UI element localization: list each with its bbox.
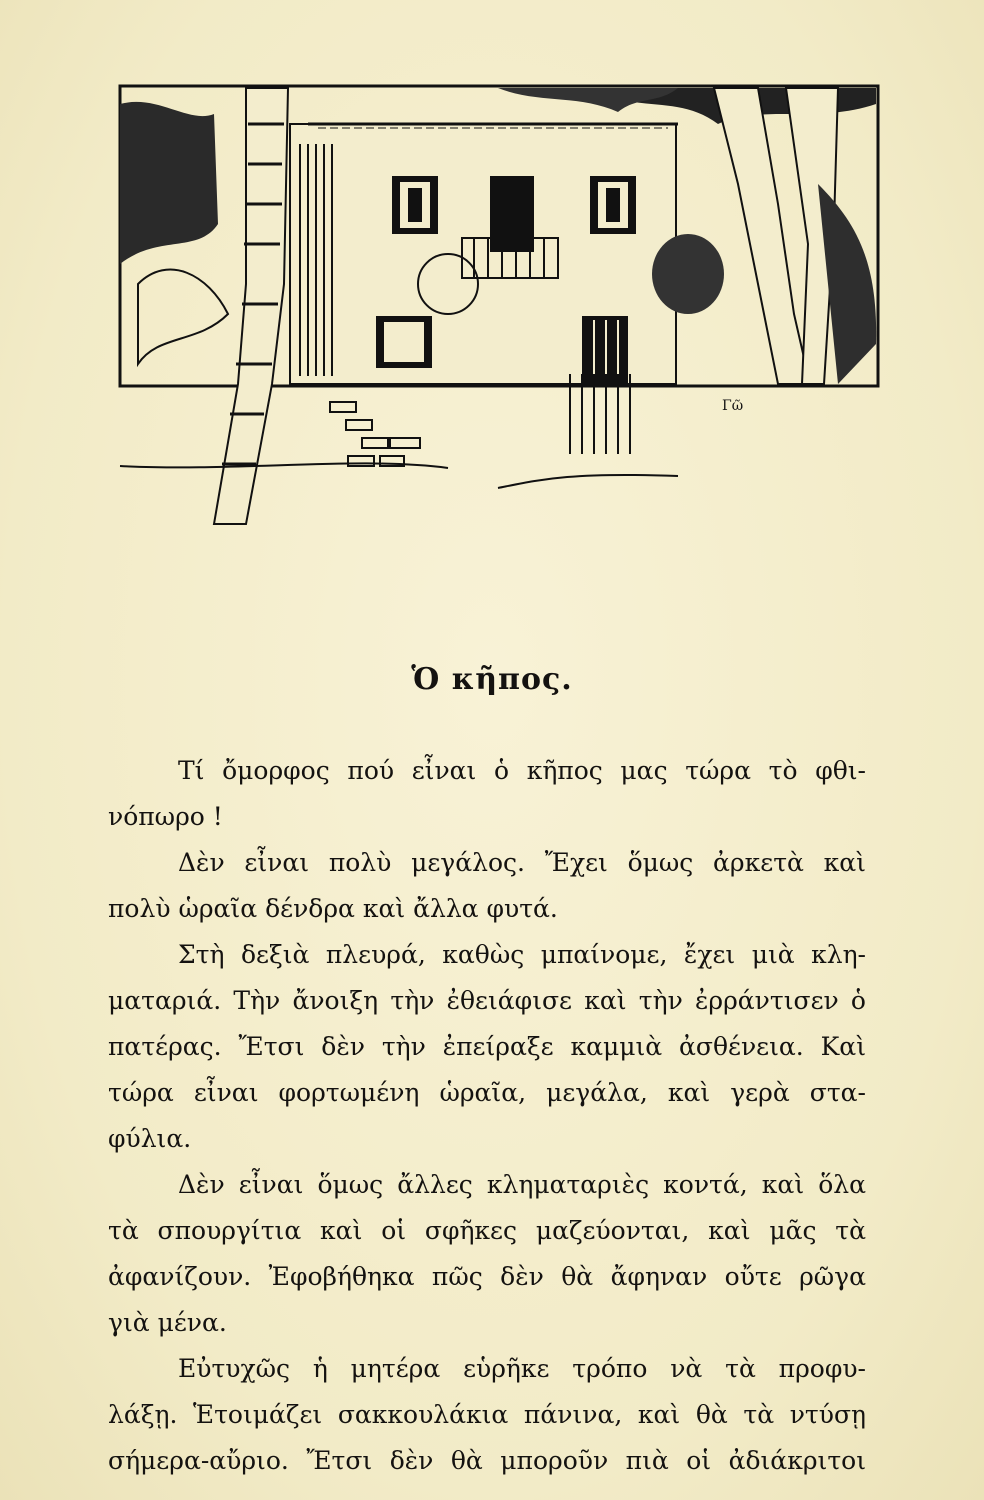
text-line: νόπωρο !: [108, 802, 223, 831]
garden-house-illustration: [118, 84, 880, 526]
text-line: σήμερα-αὔριο. Ἔτσι δὲν θὰ μποροῦν πιὰ οἱ ἀδιάκριτοι: [108, 1446, 866, 1475]
paragraph: [108, 840, 866, 932]
text-line: ἀφανίζουν. Ἐφοβήθηκα πῶς δὲν θὰ ἄφηναν οὔτε ρῶγα: [108, 1262, 866, 1291]
text-line: τώρα εἶναι φορτωμένη ὡραῖα, μεγάλα, καὶ γερὰ στα-: [108, 1078, 866, 1107]
text-line: Στὴ δεξιὰ πλευρά, καθὼς μπαίνομε, ἔχει μιὰ κλη-: [178, 940, 866, 969]
body-text: [108, 748, 866, 1484]
text-line: Δὲν εἶναι πολὺ μεγάλος. Ἔχει ὅμως ἀρκετὰ καὶ: [178, 848, 866, 877]
text-line: γιὰ μένα.: [108, 1308, 227, 1337]
text-line: πατέρας. Ἔτσι δὲν τὴν ἐπείραξε καμμιὰ ἀσθένεια. Καὶ: [108, 1032, 866, 1061]
text-line: Εὐτυχῶς ἡ μητέρα εὑρῆκε τρόπο νὰ τὰ προφυ-: [178, 1354, 866, 1383]
text-line: Τί ὄμορφος πού εἶναι ὁ κῆπος μας τώρα τὸ φθι-: [178, 756, 866, 785]
illustration-signature: Γῶ: [722, 398, 744, 414]
text-line: φύλια.: [108, 1124, 192, 1153]
paragraph: [108, 932, 866, 1162]
text-line: λάξῃ. Ἑτοιμάζει σακκουλάκια πάνινα, καὶ θὰ τὰ ντύσῃ: [108, 1400, 866, 1429]
text-line: Δὲν εἶναι ὅμως ἄλλες κληματαριὲς κοντά, καὶ ὅλα: [178, 1170, 866, 1199]
text-line: πολὺ ὡραῖα δένδρα καὶ ἄλλα φυτά.: [108, 894, 558, 923]
text-line: τὰ σπουργίτια καὶ οἱ σφῆκες μαζεύονται, καὶ μᾶς τὰ: [108, 1216, 866, 1245]
text-line: ματαριά. Τὴν ἄνοιξη τὴν ἐθειάφισε καὶ τὴν ἐρράντισεν ὁ: [108, 986, 866, 1015]
paragraph: [108, 1162, 866, 1346]
paragraph: [108, 1346, 866, 1484]
chapter-title: Ὁ κῆπος.: [411, 662, 573, 697]
paragraph: [108, 748, 866, 840]
